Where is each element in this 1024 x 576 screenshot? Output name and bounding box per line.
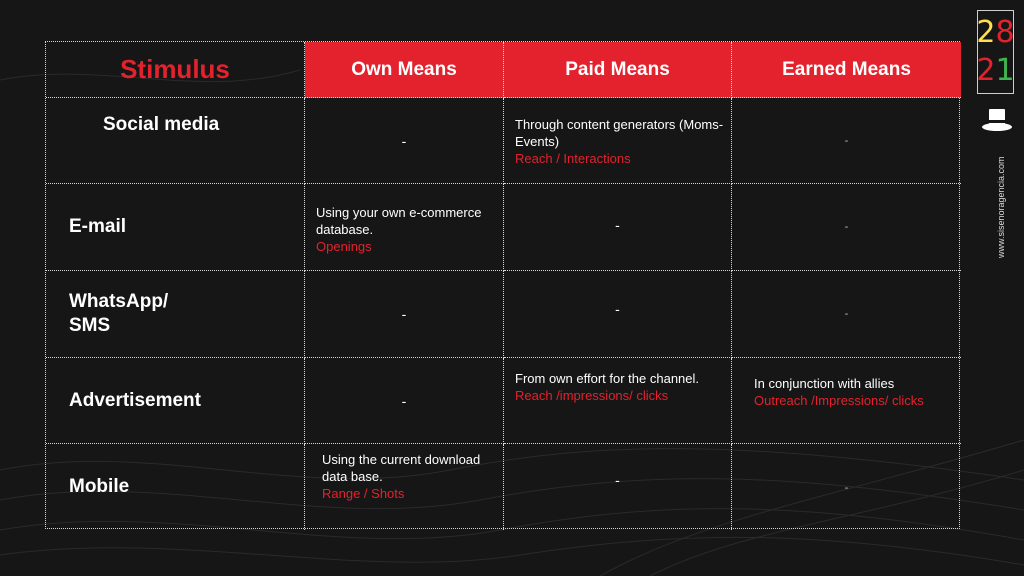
cell-email-paid: - <box>504 184 732 271</box>
cell-social-own: - <box>305 98 504 184</box>
cell-social-earned: - <box>732 98 961 184</box>
row-label-whatsapp-sms: WhatsApp/ SMS <box>46 271 305 358</box>
row-label-advertisement: Advertisement <box>46 358 305 444</box>
cell-metric: Range / Shots <box>322 486 405 501</box>
year-top: 28 <box>976 15 1015 50</box>
cell-text: Using your own e-commerce database. <box>316 205 482 237</box>
cell-metric: Outreach /Impressions/ clicks <box>754 393 924 408</box>
header-stimulus: Stimulus <box>46 42 305 98</box>
cell-mobile-own <box>305 444 504 530</box>
cell-metric: Reach /impressions/ clicks <box>515 388 669 403</box>
top-hat-icon <box>981 107 1013 133</box>
cell-social-paid <box>504 98 732 184</box>
row-label-mobile: Mobile <box>46 444 305 530</box>
cell-ad-own: - <box>305 358 504 444</box>
stimulus-table <box>45 41 960 529</box>
row-label-social-media: Social media <box>46 98 305 184</box>
cell-mobile-earned: - <box>844 482 849 494</box>
cell-ad-paid <box>504 358 732 444</box>
header-earned-means: Earned Means <box>732 42 961 98</box>
cell-email-own <box>305 184 504 271</box>
cell-text: Using the current download data base. <box>322 452 481 484</box>
cell-text: Through content generators (Moms- Events) <box>515 117 724 149</box>
cell-whatsapp-earned: - <box>732 271 961 358</box>
header-paid-means: Paid Means <box>504 42 732 98</box>
cell-text: From own effort for the channel. <box>515 371 700 386</box>
cell-whatsapp-own: - <box>305 271 504 358</box>
cell-ad-earned <box>732 358 961 444</box>
year-badge <box>977 10 1014 94</box>
cell-whatsapp-paid: - <box>504 271 732 358</box>
cell-text: In conjunction with allies <box>754 376 895 391</box>
website-url: www.sisenoragencia.com <box>996 156 1006 258</box>
cell-mobile-paid: - <box>504 444 732 530</box>
row-label-email: E-mail <box>46 184 305 271</box>
year-bottom: 21 <box>976 53 1015 88</box>
header-own-means: Own Means <box>305 42 504 98</box>
cell-metric: Openings <box>316 239 372 254</box>
cell-email-earned: - <box>732 184 961 271</box>
cell-metric: Reach / Interactions <box>515 151 631 166</box>
